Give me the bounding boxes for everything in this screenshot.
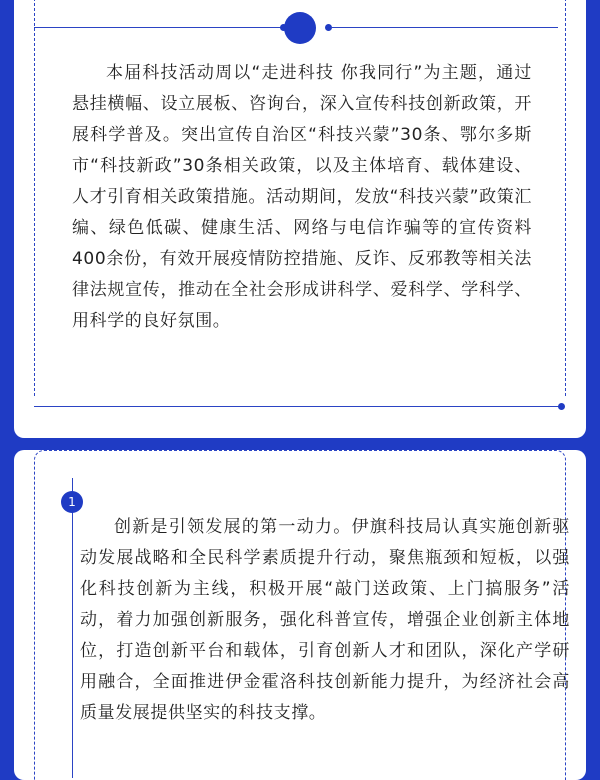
- timeline-line: [72, 478, 73, 778]
- top-rule-right: [332, 27, 558, 28]
- bottom-rule: [34, 406, 562, 407]
- header-circle-icon: [284, 12, 316, 44]
- section1-paragraph: 本届科技活动周以“走进科技 你我同行”为主题，通过悬挂横幅、设立展板、咨询台，深入宣传科技创新政策，开展科学普及。突出宣传自治区“科技兴蒙”30条、鄂尔多斯市“科技新政”30条相关政策，以及主体培育、载体建设、人才引育相关政策措施。活动期间，发放“科技兴蒙”政策汇编、绿色低碳、健康生活、网络与电信诈骗等的宣传资料400余份，有效开展疫情防控措施、反诈、反邪教等相关法律法规宣传，推动在全社会形成讲科学、爱科学、学科学、用科学的良好氛围。: [72, 63, 532, 331]
- content-card-1: [14, 0, 586, 438]
- rule-dot-right: [325, 24, 332, 31]
- step-number-badge: 1: [61, 491, 83, 513]
- bottom-rule-dot: [558, 403, 565, 410]
- top-rule-left: [34, 27, 282, 28]
- section2-paragraph: 创新是引领发展的第一动力。伊旗科技局认真实施创新驱动发展战略和全民科学素质提升行动，聚焦瓶颈和短板，以强化科技创新为主线，积极开展“敲门送政策、上门搞服务”活动，着力加强创新服务，强化科普宣传，增强企业创新主体地位，打造创新平台和载体，引育创新人才和团队，深化产学研用融合，全面推进伊金霍洛科技创新能力提升，为经济社会高质量发展提供坚实的科技支撑。: [80, 517, 570, 723]
- content-card-2: [14, 450, 586, 780]
